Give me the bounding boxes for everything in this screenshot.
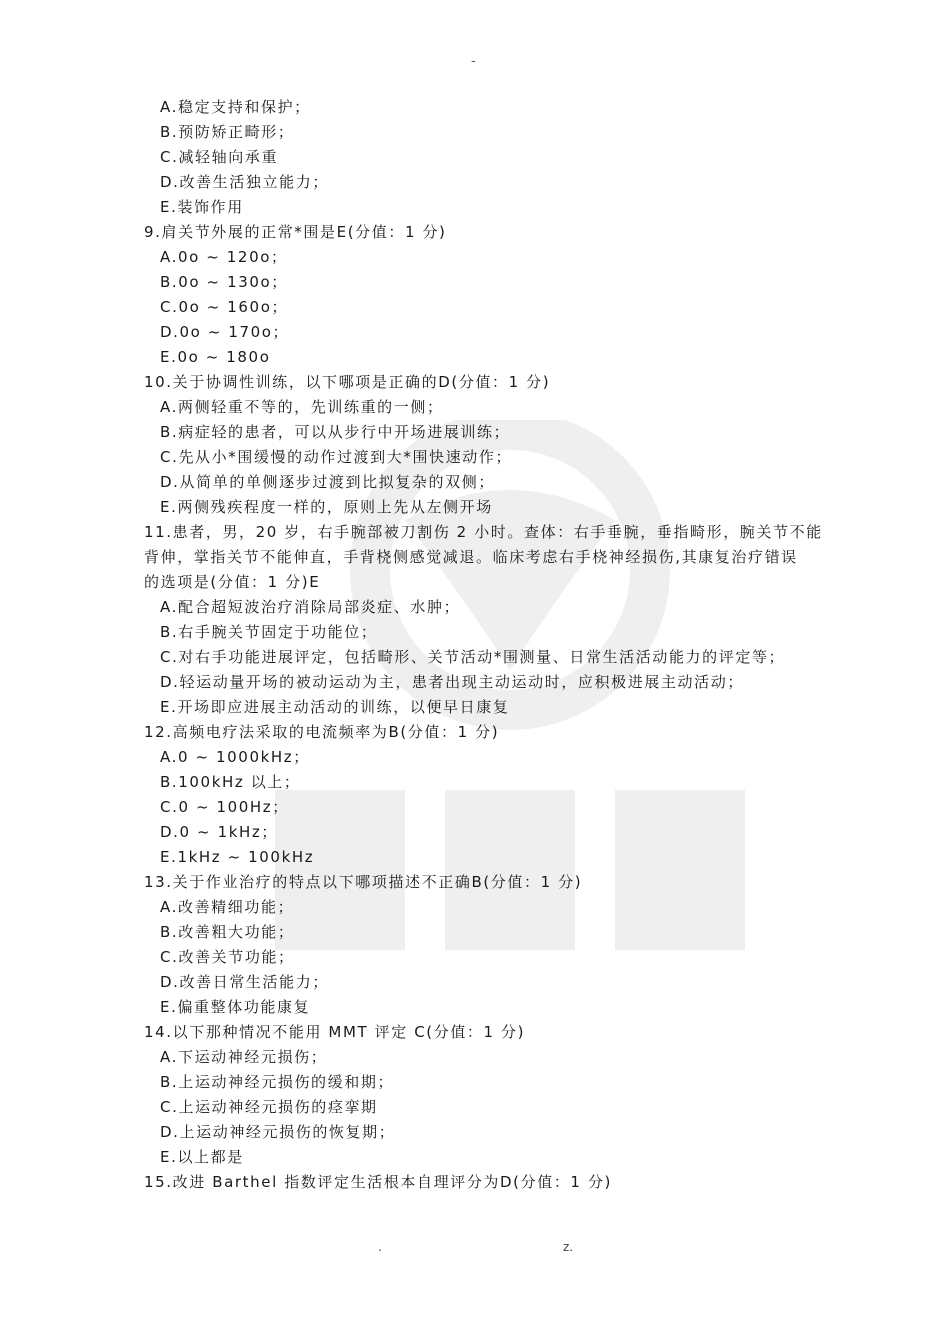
- q11-option-a: A.配合超短波治疗消除局部炎症、水肿；: [160, 598, 461, 616]
- q11-stem-line2: 背伸，掌指关节不能伸直，手背桡侧感觉减退。临床考虑右手桡神经损伤,其康复治疗错误: [144, 548, 798, 566]
- q13-stem: 13.关于作业治疗的特点以下哪项描述不正确B(分值：1 分): [144, 873, 583, 891]
- q11-stem-line1: 11.患者，男，20 岁，右手腕部被刀割伤 2 小时。查体：右手垂腕，垂指畸形，腕关节不能: [144, 523, 823, 541]
- q8-option-a: A.稳定支持和保护；: [160, 98, 311, 116]
- q14-option-b: B.上运动神经元损伤的缓和期；: [160, 1073, 395, 1091]
- footer-left-mark: .: [378, 1240, 382, 1254]
- q12-option-c: C.0 ~ 100Hz；: [160, 798, 289, 816]
- q13-option-e: E.偏重整体功能康复: [160, 998, 311, 1016]
- q8-option-b: B.预防矫正畸形；: [160, 123, 295, 141]
- q9-option-d: D.0o ~ 170o；: [160, 323, 290, 341]
- q14-option-d: D.上运动神经元损伤的恢复期；: [160, 1123, 396, 1141]
- q10-option-c: C.先从小*围缓慢的动作过渡到大*围快速动作；: [160, 448, 513, 466]
- q12-option-d: D.0 ~ 1kHz；: [160, 823, 278, 841]
- q12-option-e: E.1kHz ~ 100kHz: [160, 848, 315, 866]
- q12-option-b: B.100kHz 以上；: [160, 773, 301, 791]
- q10-stem: 10.关于协调性训练，以下哪项是正确的D(分值：1 分): [144, 373, 551, 391]
- footer-right-mark: z.: [563, 1240, 574, 1254]
- q14-option-c: C.上运动神经元损伤的痉挛期: [160, 1098, 378, 1116]
- q9-option-a: A.0o ~ 120o；: [160, 248, 288, 266]
- q13-option-b: B.改善粗大功能；: [160, 923, 295, 941]
- q13-option-c: C.改善关节功能；: [160, 948, 295, 966]
- q8-option-c: C.减轻轴向承重: [160, 148, 279, 166]
- q11-option-d: D.轻运动量开场的被动运动为主，患者出现主动运动时，应积极进展主动活动；: [160, 673, 744, 691]
- q15-stem: 15.改进 Barthel 指数评定生活根本自理评分为D(分值：1 分): [144, 1173, 612, 1191]
- q11-option-c: C.对右手功能进展评定，包括畸形、关节活动*围测量、日常生活活动能力的评定等；: [160, 648, 786, 666]
- q14-stem: 14.以下那种情况不能用 MMT 评定 C(分值：1 分): [144, 1023, 526, 1041]
- q10-option-b: B.病症轻的患者，可以从步行中开场进展训练；: [160, 423, 511, 441]
- q10-option-e: E.两侧残疾程度一样的，原则上先从左侧开场: [160, 498, 493, 516]
- header-mark: -: [471, 54, 476, 69]
- q14-option-a: A.下运动神经元损伤；: [160, 1048, 328, 1066]
- q9-stem: 9.肩关节外展的正常*围是E(分值：1 分): [144, 223, 447, 241]
- q11-option-b: B.右手腕关节固定于功能位；: [160, 623, 378, 641]
- q9-option-c: C.0o ~ 160o；: [160, 298, 289, 316]
- q12-option-a: A.0 ~ 1000kHz；: [160, 748, 310, 766]
- q11-option-e: E.开场即应进展主动活动的训练，以便早日康复: [160, 698, 510, 716]
- q12-stem: 12.高频电疗法采取的电流频率为B(分值：1 分): [144, 723, 500, 741]
- q13-option-d: D.改善日常生活能力；: [160, 973, 329, 991]
- q8-option-e: E.装饰作用: [160, 198, 244, 216]
- q9-option-b: B.0o ~ 130o；: [160, 273, 288, 291]
- q10-option-a: A.两侧轻重不等的，先训练重的一侧；: [160, 398, 444, 416]
- q14-option-e: E.以上都是: [160, 1148, 244, 1166]
- q10-option-d: D.从简单的单侧逐步过渡到比拟复杂的双侧；: [160, 473, 495, 491]
- q9-option-e: E.0o ~ 180o: [160, 348, 271, 366]
- q11-stem-line3: 的选项是(分值：1 分)E: [144, 573, 321, 591]
- q8-option-d: D.改善生活独立能力；: [160, 173, 329, 191]
- q13-option-a: A.改善精细功能；: [160, 898, 295, 916]
